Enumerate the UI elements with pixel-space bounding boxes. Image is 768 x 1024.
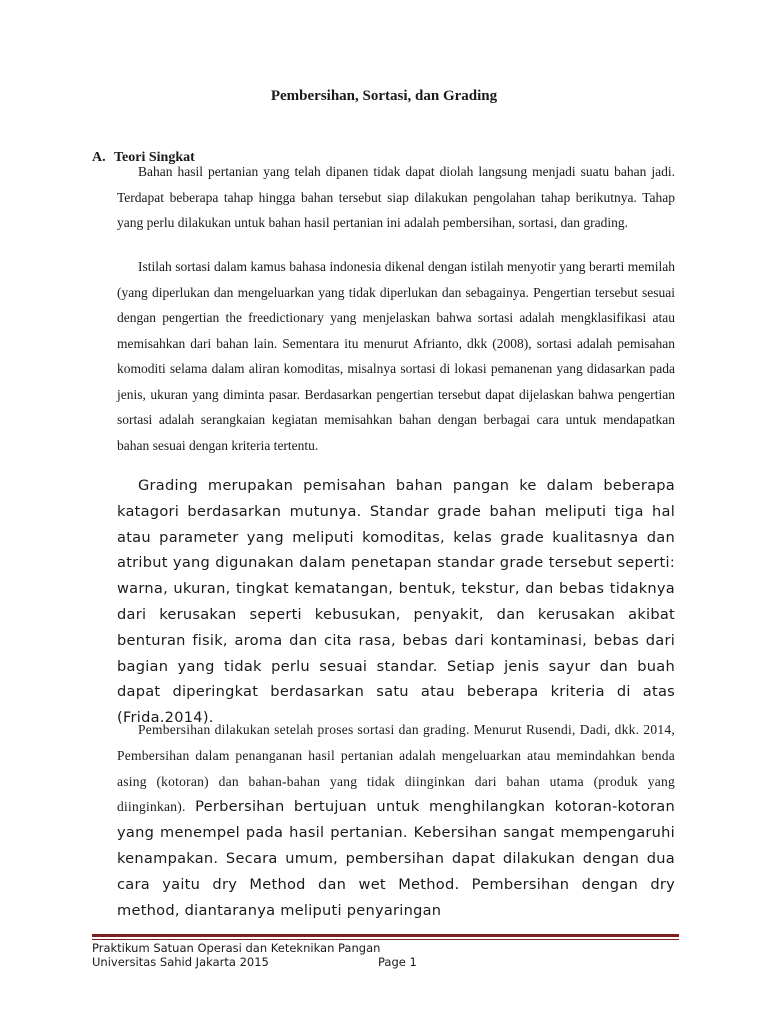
footer-rule-thick [92,934,679,937]
paragraph-pembersihan-serif: Pembersihan dilakukan setelah proses sortasi dan grading. Menurut Rusendi, Dadi, dkk. 2014, Pembersihan dalam penanganan hasil pertanian adalah mengeluarkan atau memindahkan benda asing (kotoran) dan bahan-bahan yang tidak diinginkan dari bahan utama (produk yang diinginkan). [117,722,675,815]
footer-rule-thin [92,939,679,940]
footer-page-number: Page 1 [378,955,417,969]
document-title: Pembersihan, Sortasi, dan Grading [270,88,498,104]
page-footer [92,941,417,969]
paragraph-sortasi: Istilah sortasi dalam kamus bahasa indonesia dikenal dengan istilah menyotir yang berarti memilah (yang diperlukan dan mengeluarkan yang tidak diperlukan dan sebagainya. Pengertian tersebut sesuai dengan pengertian the freedictionary yang menjelaskan bahwa sortasi adalah mengklasifikasi atau memisahkan dari bahan lain. Sementara itu menurut Afrianto, dkk (2008), sortasi adalah pemisahan komoditi selama dalam aliran komoditas, misalnya sortasi di lokasi pemanenan yang didasarkan pada jenis, ukuran yang diminta pasar. Berdasarkan pengertian tersebut dapat dijelaskan bahwa pengertian sortasi adalah serangkaian kegiatan memisahkan bahan dengan berbagai cara untuk mendapatkan bahan sesuai dengan kriteria tertentu. [117,259,675,453]
paragraph-grading: Grading merupakan pemisahan bahan pangan ke dalam beberapa katagori berdasarkan mutunya. Standar grade bahan meliputi tiga hal atau parameter yang meliputi komoditas, kelas grade kualitasnya dan atribut yang digunakan dalam penetapan standar grade tersebut seperti: warna, ukuran, tingkat kematangan, bentuk, tekstur, dan bebas tidaknya dari kerusakan seperti kebusukan, penyakit, dan kerusakan akibat benturan fisik, aroma dan cita rasa, bebas dari kontaminasi, bebas dari bagian yang tidak perlu sesuai standar. Setiap jenis sayur dan buah dapat diperingkat berdasarkan satu atau beberapa kriteria di atas (Frida.2014). [117,477,675,727]
section-title: Teori Singkat [114,150,195,165]
paragraph-intro: Bahan hasil pertanian yang telah dipanen tidak dapat diolah langsung menjadi suatu bahan jadi. Terdapat beberapa tahap hingga bahan tersebut siap dilakukan pengolahan tahap berikutnya. Tahap yang perlu dilakukan untuk bahan hasil pertanian ini adalah pembersihan, sortasi, dan grading. [117,164,675,230]
footer-course: Praktikum Satuan Operasi dan Keteknikan Pangan [92,941,381,955]
paragraph-pembersihan [117,717,675,923]
footer-institution: Universitas Sahid Jakarta 2015 [92,955,269,969]
paragraph-pembersihan-sans: Perbersihan bertujuan untuk menghilangkan kotoran-kotoran yang menempel pada hasil pertanian. Kebersihan sangat mempengaruhi kenampakan. Secara umum, pembersihan dapat dilakukan dengan dua cara yaitu dry Method dan wet Method. Pembersihan dengan dry method, diantaranya meliputi penyaringan [117,798,675,919]
section-number: A. [92,150,106,165]
